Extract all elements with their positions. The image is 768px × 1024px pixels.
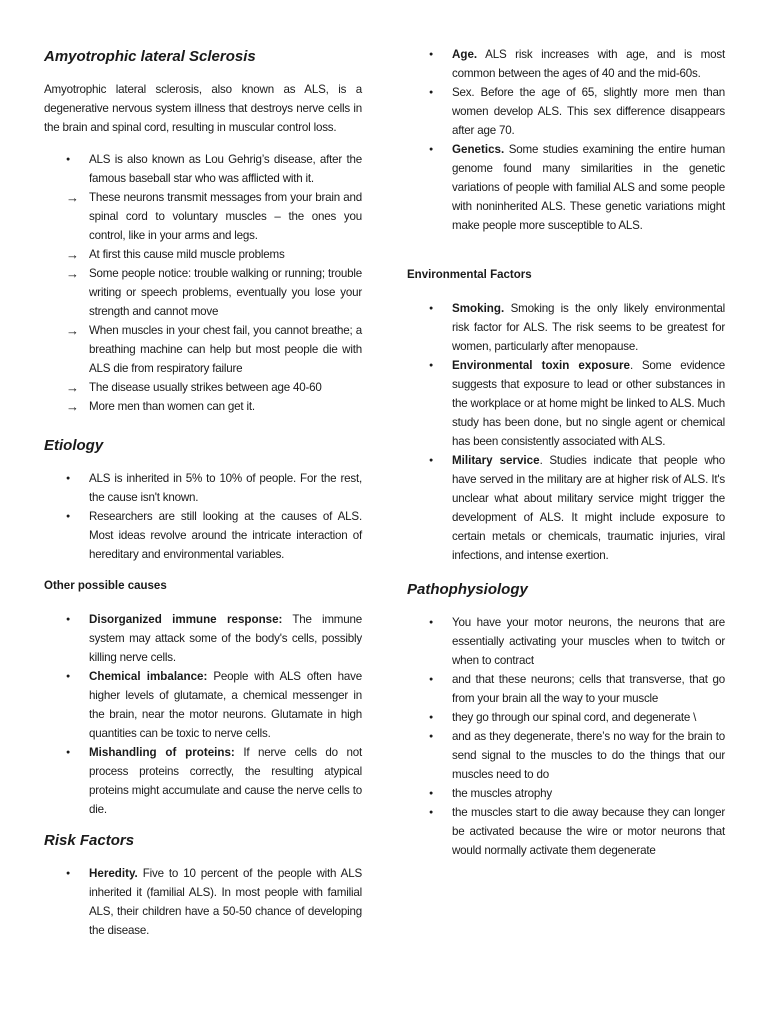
bullet-icon: [429, 451, 445, 472]
arrow-right-icon: [66, 188, 82, 208]
list-item: ● You have your motor neurons, the neurons that are essentially activating your muscles when to twitch or when to contract: [407, 613, 725, 670]
list-item: ● Mishandling of proteins: If nerve cells do not process proteins correctly, the resulting atypical proteins might accumulate and cause the nerve cells to die.: [44, 743, 362, 819]
bullet-icon: [429, 708, 445, 729]
bullet-icon: [429, 299, 445, 320]
document-title: Amyotrophic lateral Sclerosis: [44, 48, 256, 65]
arrow-right-icon: [66, 378, 82, 398]
intro-paragraph: Amyotrophic lateral sclerosis, also known as ALS, is a degenerative nervous system illness that destroys nerve cells in the brain and spinal cord, resulting in muscular control loss.: [44, 83, 362, 134]
bullet-icon: [429, 45, 445, 66]
list-item: ● Age. ALS risk increases with age, and is most common between the ages of 40 and the mid-60s.: [407, 45, 725, 83]
list-item: ● Disorganized immune response: The immune system may attack some of the body's cells, possibly killing nerve cells.: [44, 610, 362, 667]
list-item: → These neurons transmit messages from your brain and spinal cord to voluntary muscles – the ones you control, like in your arms and legs.: [44, 188, 362, 245]
arrow-right-icon: [66, 264, 82, 284]
environmental-factors-list: [407, 299, 725, 565]
pathophysiology-heading: Pathophysiology: [407, 581, 528, 598]
bullet-icon: [429, 784, 445, 805]
list-item: ● ALS is also known as Lou Gehrig’s disease, after the famous baseball star who was afflicted with it.: [44, 150, 362, 188]
bullet-icon: [429, 803, 445, 824]
risk-factors-list-continued: [407, 45, 725, 235]
bullet-icon: [66, 507, 82, 528]
list-item: ● and that these neurons; cells that transverse, that go from your brain all the way to your muscle: [407, 670, 725, 708]
arrow-right-icon: [66, 245, 82, 265]
list-item: ● Genetics. Some studies examining the entire human genome found many similarities in the genetic variations of people with familial ALS and some people with noninherited ALS. These genetic variations might make people more susceptible to ALS.: [407, 140, 725, 235]
list-item: ● they go through our spinal cord, and degenerate \: [407, 708, 725, 727]
bullet-icon: [429, 356, 445, 377]
list-item: ● Sex. Before the age of 65, slightly more men than women develop ALS. This sex difference disappears after age 70.: [407, 83, 725, 140]
bullet-icon: [66, 743, 82, 764]
bullet-icon: [429, 140, 445, 161]
list-item: ● Heredity. Five to 10 percent of the people with ALS inherited it (familial ALS). In most people with familial ALS, their children have a 50-50 chance of developing the disease.: [44, 864, 362, 940]
list-item: ● Smoking. Smoking is the only likely environmental risk factor for ALS. The risk seems to be greatest for women, particularly after menopause.: [407, 299, 725, 356]
bullet-icon: [66, 667, 82, 688]
other-causes-heading: Other possible causes: [44, 580, 167, 592]
bullet-icon: [429, 727, 445, 748]
bullet-icon: [429, 670, 445, 691]
arrow-right-icon: [66, 321, 82, 341]
risk-factors-heading: Risk Factors: [44, 832, 135, 849]
bullet-icon: [66, 150, 82, 171]
other-causes-list: [44, 610, 362, 819]
list-item: ● Environmental toxin exposure. Some evidence suggests that exposure to lead or other substances in the workplace or at home might be linked to ALS. Much study has been done, but no single agent or chemical has been consistently associated with ALS.: [407, 356, 725, 451]
list-item: → Some people notice: trouble walking or running; trouble writing or speech problems, eventually you lose your strength and cannot move: [44, 264, 362, 321]
list-item: → The disease usually strikes between age 40-60: [44, 378, 362, 397]
bullet-icon: [66, 864, 82, 885]
risk-factors-list: [44, 864, 362, 940]
etiology-list: [44, 469, 362, 564]
intro-list: [44, 150, 362, 416]
bullet-icon: [429, 613, 445, 634]
list-item: ● the muscles atrophy: [407, 784, 725, 803]
environmental-factors-heading: Environmental Factors: [407, 269, 532, 281]
list-item: ● Military service. Studies indicate that people who have served in the military are at higher risk of ALS. It's unclear what about military service might trigger the development of ALS. It might include exposure to certain metals or chemicals, traumatic injuries, viral infections, and intense exertion.: [407, 451, 725, 565]
bullet-icon: [66, 469, 82, 490]
list-item: ● and as they degenerate, there’s no way for the brain to send signal to the muscles to do the things that our muscles need to do: [407, 727, 725, 784]
bullet-icon: [66, 610, 82, 631]
list-item: ● ALS is inherited in 5% to 10% of people. For the rest, the cause isn't known.: [44, 469, 362, 507]
list-item: ● Researchers are still looking at the causes of ALS. Most ideas revolve around the intricate interaction of hereditary and environmental variables.: [44, 507, 362, 564]
arrow-right-icon: [66, 397, 82, 417]
etiology-heading: Etiology: [44, 437, 104, 454]
list-item: ● Chemical imbalance: People with ALS often have higher levels of glutamate, a chemical messenger in the brain, near the motor neurons. Glutamate in high quantities can be toxic to nerve cells.: [44, 667, 362, 743]
list-item: ● the muscles start to die away because they can longer be activated because the wire or motor neurons that would normally activate them degenerate: [407, 803, 725, 860]
pathophysiology-list: [407, 613, 725, 860]
list-item: → More men than women can get it.: [44, 397, 362, 416]
list-item: → When muscles in your chest fail, you cannot breathe; a breathing machine can help but most people die with ALS die from respiratory failure: [44, 321, 362, 378]
list-item: → At first this cause mild muscle problems: [44, 245, 362, 264]
bullet-icon: [429, 83, 445, 104]
